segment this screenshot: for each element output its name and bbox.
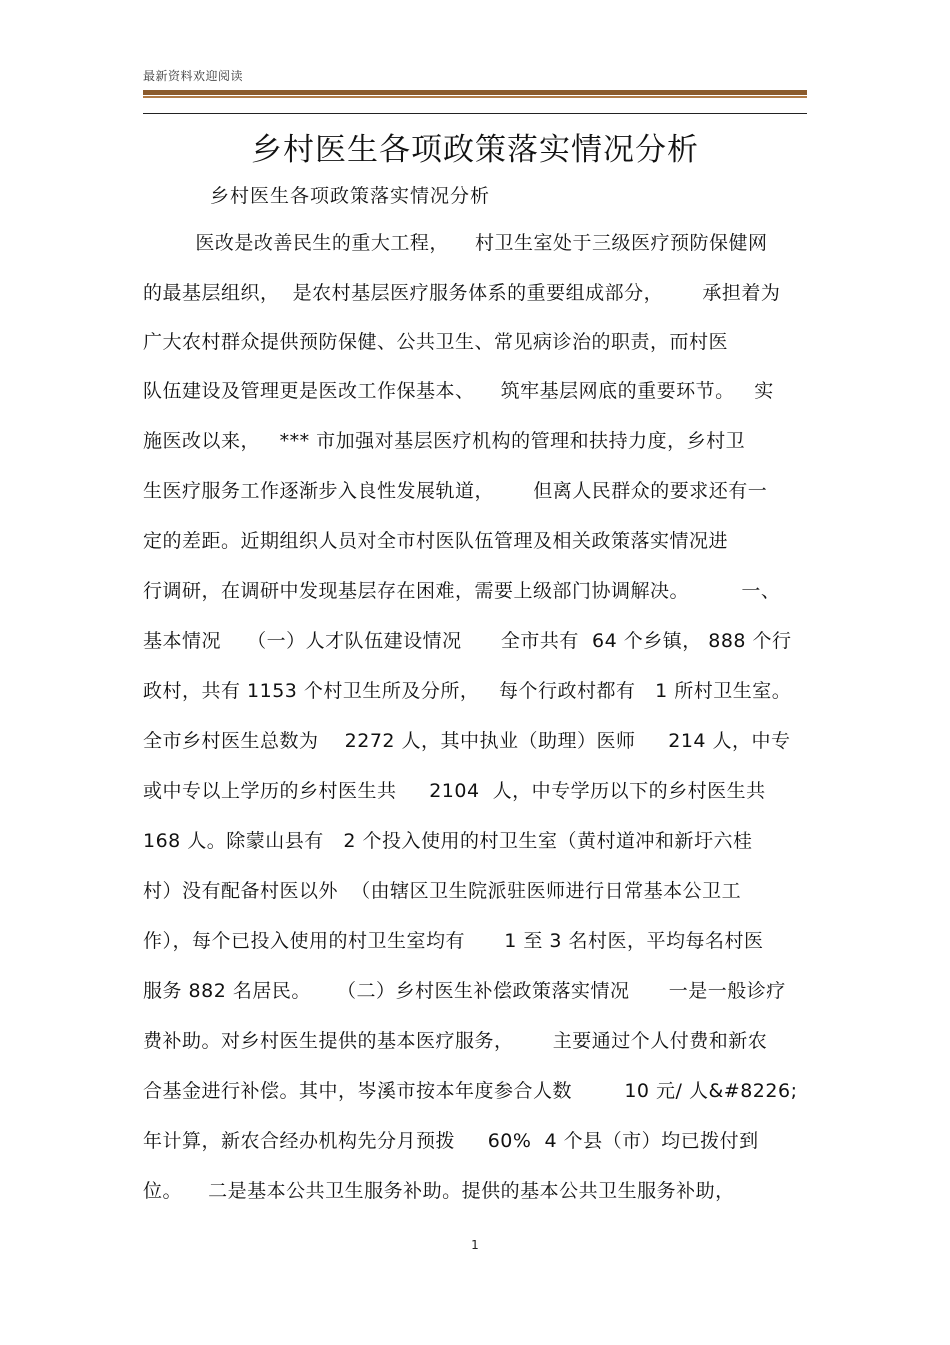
document-subtitle: 乡村医生各项政策落实情况分析	[210, 185, 491, 207]
body-line: 施医改以来， *** 市加强对基层医疗机构的管理和扶持力度，乡村卫	[143, 430, 746, 452]
body-line: 基本情况 （一）人才队伍建设情况 全市共有 64 个乡镇， 888 个行	[143, 630, 792, 652]
body-line: 广大农村群众提供预防保健、公共卫生、常见病诊治的职责，而村医	[143, 331, 729, 353]
page-number: 1	[471, 1238, 479, 1252]
header-rule-accent	[143, 96, 807, 98]
body-line: 政村，共有 1153 个村卫生所及分所， 每个行政村都有 1 所村卫生室。	[143, 680, 792, 702]
body-line: 村）没有配备村医以外 （由辖区卫生院派驻医师进行日常基本公卫工	[143, 880, 742, 902]
body-line: 医改是改善民生的重大工程， 村卫生室处于三级医疗预防保健网	[143, 232, 768, 254]
body-line: 位。 二是基本公共卫生服务补助。提供的基本公共卫生服务补助，	[143, 1180, 735, 1202]
body-line: 年计算，新农合经办机构先分月预拨 60% 4 个县（市）均已拨付到	[143, 1130, 759, 1152]
body-line: 队伍建设及管理更是医改工作保基本、 筑牢基层网底的重要环节。 实	[143, 380, 774, 402]
body-line: 全市乡村医生总数为 2272 人，其中执业（助理）医师 214 人，中专	[143, 730, 791, 752]
body-line: 费补助。对乡村医生提供的基本医疗服务， 主要通过个人付费和新农	[143, 1030, 768, 1052]
body-line: 行调研，在调研中发现基层存在困难，需要上级部门协调解决。 一、	[143, 580, 781, 602]
header-rule-thin	[143, 113, 807, 114]
body-line: 合基金进行补偿。其中，岑溪市按本年度参合人数 10 元/ 人&#8226;	[143, 1080, 798, 1102]
body-line: 的最基层组织， 是农村基层医疗服务体系的重要组成部分， 承担着为	[143, 282, 781, 304]
body-line: 定的差距。近期组织人员对全市村医队伍管理及相关政策落实情况进	[143, 530, 729, 552]
header-rule-thick	[143, 90, 807, 95]
body-line: 服务 882 名居民。 （二）乡村医生补偿政策落实情况 一是一般诊疗	[143, 980, 786, 1002]
body-line: 作），每个已投入使用的村卫生室均有 1 至 3 名村医，平均每名村医	[143, 930, 764, 952]
header-label: 最新资料欢迎阅读	[143, 69, 244, 83]
body-line: 168 人。除蒙山县有 2 个投入使用的村卫生室（黄村道冲和新圩六桂	[143, 830, 753, 852]
document-title: 乡村医生各项政策落实情况分析	[251, 132, 699, 168]
body-line: 或中专以上学历的乡村医生共 2104 人，中专学历以下的乡村医生共	[143, 780, 766, 802]
body-line: 生医疗服务工作逐渐步入良性发展轨道， 但离人民群众的要求还有一	[143, 480, 768, 502]
